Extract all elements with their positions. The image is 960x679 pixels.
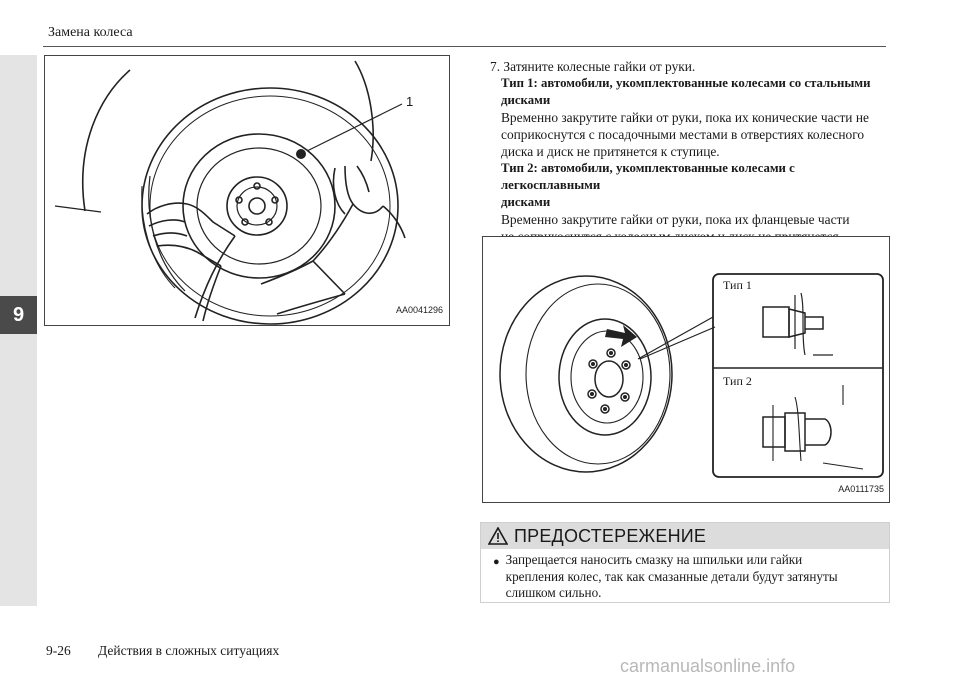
warning-text-line2: крепления колес, так как смазанные детали будут затянуты bbox=[505, 568, 838, 584]
figure-nut-types bbox=[482, 236, 890, 503]
figure-code: AA0111735 bbox=[838, 484, 884, 494]
nut-types-illustration bbox=[483, 237, 889, 502]
type2-text-line1: Временно закрутите гайки от руки, пока их фланцевые части bbox=[501, 212, 850, 227]
callout-number: 1 bbox=[406, 94, 414, 109]
wheel-hands-illustration bbox=[45, 56, 449, 325]
chapter-tab[interactable]: 9 bbox=[0, 296, 37, 334]
figure-code: AA0041296 bbox=[395, 305, 443, 315]
warning-box bbox=[480, 522, 890, 603]
type1-text-line1: Временно закрутите гайки от руки, пока их конические части не bbox=[501, 110, 869, 125]
warning-text-line3: слишком сильно. bbox=[505, 585, 602, 600]
warning-body bbox=[481, 549, 889, 602]
type1-label: Тип 1 bbox=[723, 278, 752, 292]
page-number: 9-26 bbox=[46, 643, 71, 658]
header-rule bbox=[43, 46, 886, 47]
step-title: 7. Затяните колесные гайки от руки. bbox=[490, 59, 696, 74]
running-title: Замена колеса bbox=[48, 25, 133, 40]
warning-header bbox=[481, 523, 889, 549]
figure-wheel-hands bbox=[44, 55, 450, 326]
section-title: Действия в сложных ситуациях bbox=[98, 643, 280, 658]
bullet-icon: ● bbox=[493, 556, 500, 568]
type1-heading-line1: Тип 1: автомобили, укомплектованные колесами со стальными bbox=[501, 76, 871, 90]
step-7-instructions bbox=[490, 58, 890, 262]
type2-heading-line2: дисками bbox=[501, 195, 551, 209]
warning-heading: ПРЕДОСТЕРЕЖЕНИЕ bbox=[514, 525, 707, 546]
type2-label: Тип 2 bbox=[723, 374, 752, 388]
type1-text-line2: соприкоснутся с посадочными местами в отверстиях колесного bbox=[501, 127, 865, 142]
warning-triangle-icon bbox=[488, 527, 508, 545]
type1-text-line3: диска и диск не притянется к ступице. bbox=[501, 144, 720, 159]
type2-heading-line1: Тип 2: автомобили, укомплектованные колесами с легкосплавными bbox=[501, 161, 795, 192]
warning-text-line1: Запрещается наносить смазку на шпильки или гайки bbox=[505, 552, 803, 567]
type1-heading-line2: дисками bbox=[501, 93, 551, 107]
watermark: carmanualsonline.info bbox=[620, 656, 796, 676]
